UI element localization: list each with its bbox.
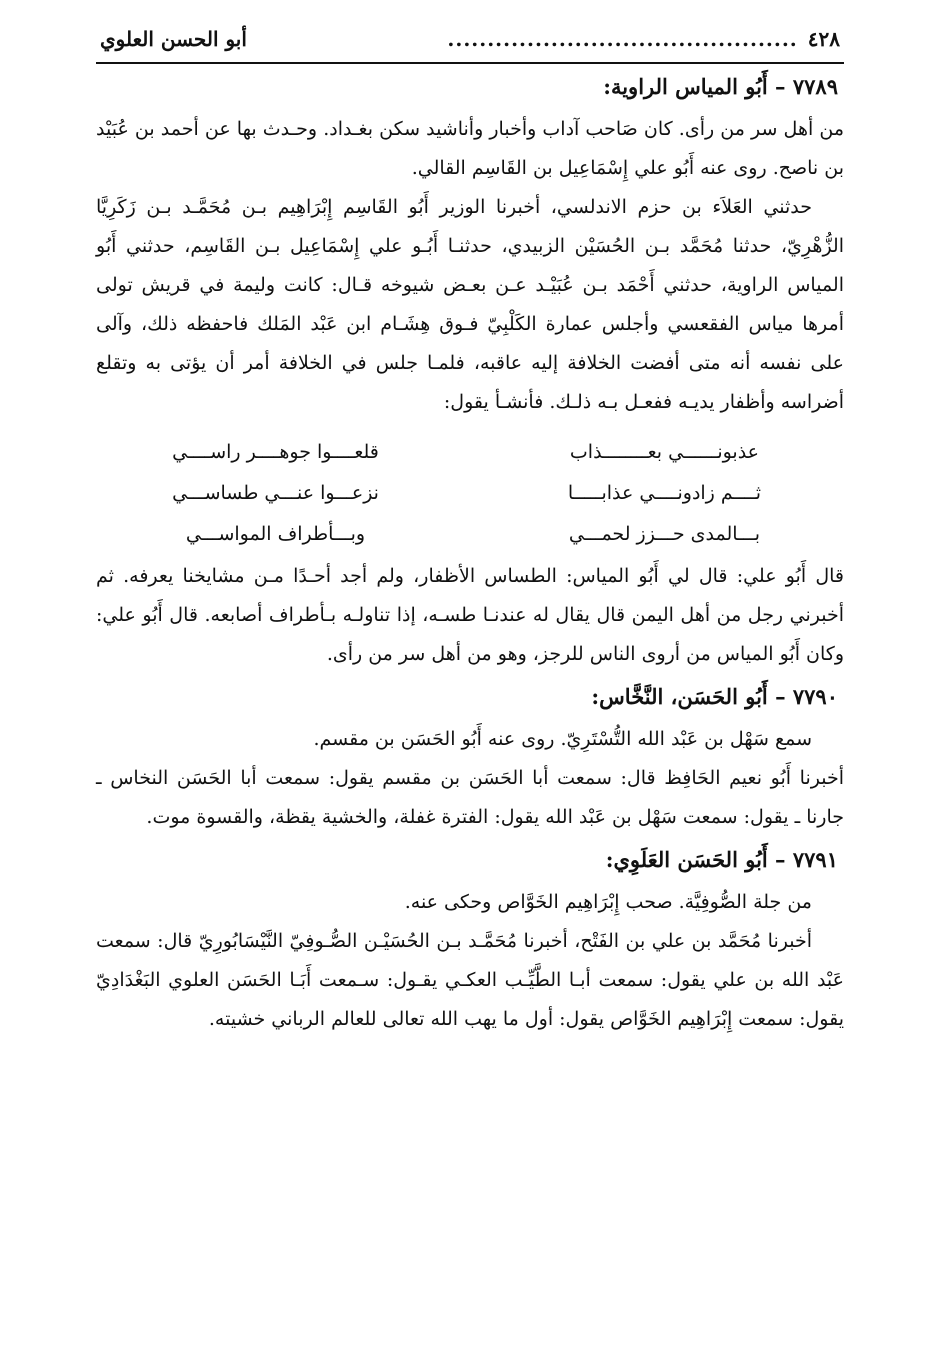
entry-bio: سمع سَهْل بن عَبْد الله التُّسْتَرِيّ. روى عنه أَبُو الحَسَن بن مقسم. (313, 728, 812, 750)
running-title: أبو الحسن العلوي (100, 27, 247, 51)
poem-verse (96, 432, 844, 473)
entry-bio: من جلة الصُّوفِيَّة. صحب إِبْرَاهِيم الخَوَّاص وحكى عنه. (404, 891, 812, 913)
verse-second-hemistich: نزعـــوا عنـــي طساســـي (172, 482, 379, 504)
entry-7791 (96, 843, 844, 1039)
verse-second-hemistich: قلعــــوا جوهــــر راســــي (172, 441, 379, 463)
entry-7790 (96, 680, 844, 837)
entry-title: ٧٧٨٩ – أَبُو المياس الراوية: (603, 74, 838, 99)
running-header (96, 22, 844, 64)
page-number: ٤٢٨ (807, 27, 840, 51)
poem-verse (96, 514, 844, 555)
entry-commentary: قال أَبُو علي: قال لي أَبُو المياس: الطساس الأظفار، ولم أجد أحـدًا مـن مشايخنا يعرفه. ثم أخبرني رجل من أهل اليمن قال يقال له عندنـا طسـه، إذا تناولـه بـأطراف أصابعه. قال أَبُو علي: وكان أَبُو المياس من أروى الناس للرجز، وهو من أهل سر من رأى. (96, 565, 844, 665)
entry-title: ٧٧٩١ – أَبُو الحَسَن العَلَوِي: (605, 847, 838, 872)
verse-first-hemistich: ثــــم زادونــــي عذابـــــا (567, 482, 762, 504)
header-leader-dots: ............................................ (447, 27, 798, 51)
entry-narration: أخبرنا مُحَمَّد بن علي بن الفَتْح، أخبرنا مُحَمَّـد بـن الحُسَيْـن الصُّـوفِيّ النَّيْسَابُورِيّ قال: سمعت عَبْد الله بن علي يقول: سمعت أبـا الطَّيِّـب العكـي يقـول: سـمعت أَبَـا الحَسَن العلوي البَغْدَادِيّ يقول: سمعت إِبْرَاهِيم الخَوَّاص يقول: أول ما يهب الله تعالى للعالم الرباني خشيته. (96, 930, 844, 1030)
entry-title: ٧٧٩٠ – أَبُو الحَسَن، النَّخَّاس: (591, 684, 838, 709)
poem-block (96, 432, 844, 555)
poem-verse (96, 473, 844, 514)
entry-7789 (96, 70, 844, 674)
verse-first-hemistich: عذبونــــــي بعــــــــذاب (569, 441, 760, 463)
entry-bio: من أهل سر من رأى. كان صَاحب آداب وأخبار وأناشيد سكن بغـداد. وحـدث بها عن أحمد بن عُبَيْد بن ناصح. روى عنه أَبُو علي إِسْمَاعِيل بن القَاسِم القالي. (96, 118, 844, 179)
entry-narration: أخبرنا أَبُو نعيم الحَافِظ قال: سمعت أبا الحَسَن بن مقسم يقول: سمعت أبا الحَسَن النخاس ـ جارنا ـ يقول: سمعت سَهْل بن عَبْد الله يقول: الفترة غفلة، والخشية يقظة، والقسوة موت. (96, 767, 844, 828)
verse-first-hemistich: بـــالمدى حـــزز لحمـــي (568, 523, 761, 545)
entry-narration: حدثني العَلاَء بن حزم الاندلسي، أخبرنا الوزير أَبُو القَاسِم إِبْرَاهِيم بـن مُحَمَّـد بـن زَكَرِيَّا الزُّهْرِيّ، حدثنا مُحَمَّد بـن الحُسَيْن الزبيدي، حدثنـا أَبُـو علي إِسْمَاعِيل بـن القَاسِم، حدثني أَبُو المياس الراوية، حدثني أَحْمَد بـن عُبَيْـد عـن بعـض شيوخه قـال: كانت وليمة في قريش تولى أمرها مياس الفقعسي وأجلس عمارة الكَلْبِيّ فـوق هِشَـام ابن عَبْد المَلك فاحفظه ذلك، وآلى على نفسه أنه متى أفضت الخلافة إليه عاقبه، فلمـا جلس في الخلافة أمر أن يؤتى به وتقلع أضراسه وأظفار يديـه ففعـل بـه ذلـك. فأنشـأ يقول: (96, 196, 845, 413)
verse-second-hemistich: وبـــأطراف المواســـي (185, 523, 366, 545)
